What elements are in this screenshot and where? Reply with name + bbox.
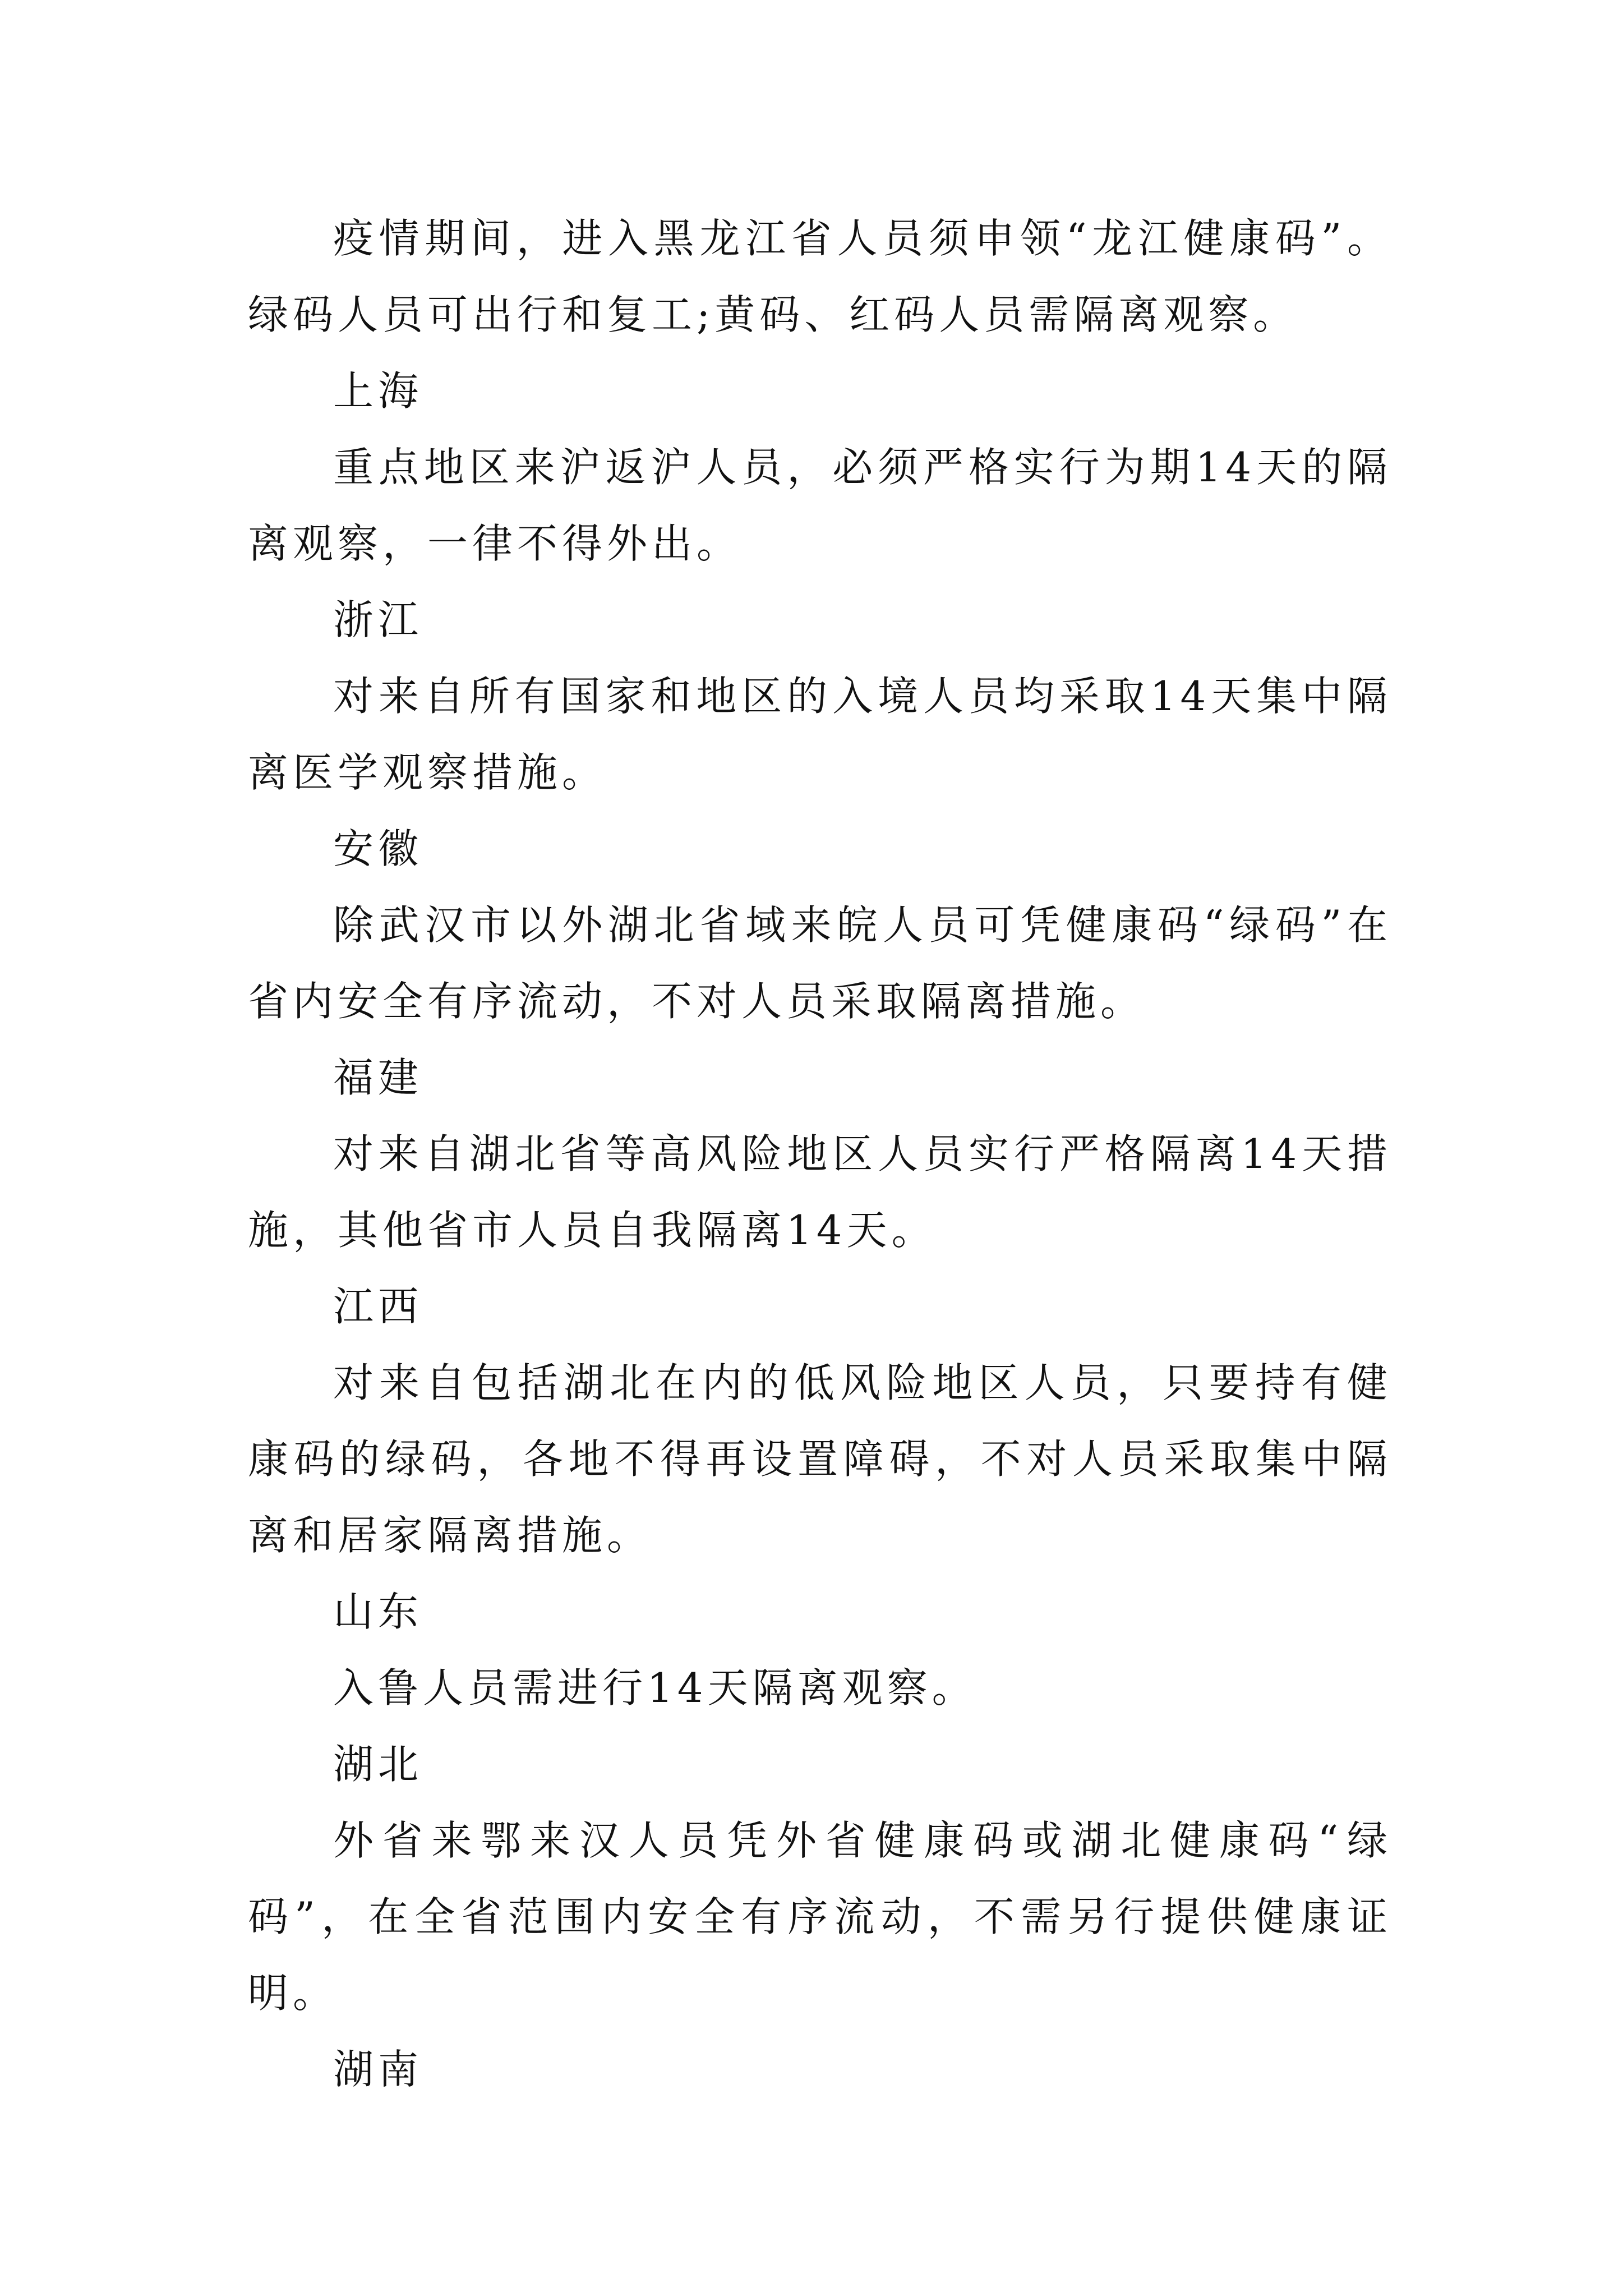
paragraph-fujian-policy: 对来自湖北省等高风险地区人员实行严格隔离14天措施，其他省市人员自我隔离14天。 [248, 1130, 1392, 1254]
heading-anhui: 安徽 [333, 825, 423, 872]
heading-fujian: 福建 [333, 1054, 423, 1101]
heading-jiangxi: 江西 [333, 1283, 423, 1330]
paragraph-shanghai-policy: 重点地区来沪返沪人员，必须严格实行为期14天的隔离观察，一律不得外出。 [248, 444, 1392, 567]
heading-shanghai: 上海 [333, 367, 423, 415]
paragraph-anhui-policy: 除武汉市以外湖北省域来皖人员可凭健康码“绿码”在省内安全有序流动，不对人员采取隔离措施。 [248, 901, 1392, 1025]
heading-hubei: 湖北 [333, 1741, 423, 1788]
heading-shandong: 山东 [333, 1588, 423, 1635]
paragraph-jiangxi-policy: 对来自包括湖北在内的低风险地区人员，只要持有健康码的绿码，各地不得再设置障碍，不对人员采取集中隔离和居家隔离措施。 [248, 1359, 1392, 1559]
paragraph-hubei-policy: 外省来鄂来汉人员凭外省健康码或湖北健康码“绿码”，在全省范围内安全有序流动，不需另行提供健康证明。 [248, 1817, 1392, 2017]
paragraph-zhejiang-policy: 对来自所有国家和地区的入境人员均采取14天集中隔离医学观察措施。 [248, 673, 1392, 796]
paragraph-shandong-policy: 入鲁人员需进行14天隔离观察。 [333, 1664, 977, 1711]
heading-zhejiang: 浙江 [333, 596, 423, 643]
heading-hunan: 湖南 [333, 2046, 423, 2093]
paragraph-heilongjiang-policy: 疫情期间，进入黑龙江省人员须申领“龙江健康码”。绿码人员可出行和复工;黄码、红码人员需隔离观察。 [248, 215, 1392, 338]
document-body [248, 200, 1392, 2108]
